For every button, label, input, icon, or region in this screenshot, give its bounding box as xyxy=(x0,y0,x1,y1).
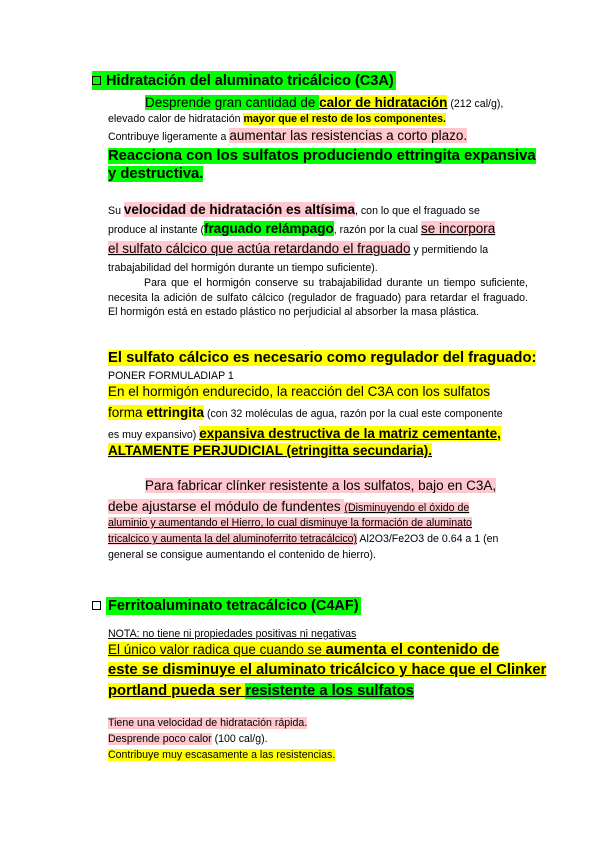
text-span: ettringita xyxy=(146,405,205,420)
text-span: este se disminuye el aluminato tricálcico y hace que el Clinker xyxy=(108,662,547,678)
section-title-c4af: Ferritoaluminato tetracálcico (C4AF) xyxy=(108,598,359,614)
text-span: suficiente, necesita la adición de sulfato cálcico (regulador de fraguado) para xyxy=(108,277,528,304)
text-span: , razón por la cual xyxy=(333,224,421,236)
text-span: se incorpora xyxy=(420,221,496,236)
unico-line-3 xyxy=(108,683,414,699)
text-span: Tiene una velocidad de hidratación rápida. xyxy=(108,717,308,729)
reaction-line-2 xyxy=(108,166,203,182)
text-span: aumenta el contenido de xyxy=(325,642,500,658)
text-span: NOTA: no tiene ni propiedades positivas ni negativas xyxy=(108,628,357,640)
fabricar-line-3 xyxy=(108,517,472,529)
text-span: elevado calor de hidratación xyxy=(108,113,244,125)
text-span: Contribuye muy escasamente a las resistencias. xyxy=(108,749,336,761)
paragraph-heat xyxy=(145,94,503,112)
text-span: calor de hidratación xyxy=(319,95,448,110)
text-span: retardar el fraguado. El hormigón está en estado plástico no perjudicial al absorber la xyxy=(108,291,528,318)
endurecido-line-4 xyxy=(108,443,432,458)
text-span: y permitiendo la xyxy=(410,244,489,256)
text-span: aluminio y aumentando el Hierro, lo cual disminuye la formación de aluminato xyxy=(108,517,472,529)
endurecido-line-2 xyxy=(108,404,503,422)
text-span: (100 cal/g). xyxy=(211,733,268,745)
text-span: tricalcico y aumenta la del aluminoferrito tetracálcico) xyxy=(108,533,358,545)
text-span: PONER FORMULADIAP 1 xyxy=(108,370,234,382)
text-span: ALTAMENTE PERJUDICIAL (etringitta secundaria). xyxy=(108,443,433,458)
text-span: aumentar las resistencias a corto plazo. xyxy=(229,128,468,143)
section-title-c3a: Hidratación del aluminato tricálcico (C3A) xyxy=(106,73,394,89)
text-span: trabajabilidad del hormigón durante un tiempo suficiente). xyxy=(108,262,378,274)
text-span: forma xyxy=(108,405,147,420)
velocity-line-3 xyxy=(108,240,488,258)
text-span: Al2O3/Fe2O3 de 0.64 a 1 (en xyxy=(357,533,499,545)
velocity-line-1 xyxy=(108,201,480,219)
fabricar-line-5 xyxy=(108,549,376,561)
unico-line-1 xyxy=(108,641,499,659)
text-span: produce al instante ( xyxy=(108,224,204,236)
text-span: masa plástica. xyxy=(411,306,480,318)
text-span: Desprende poco calor xyxy=(108,733,212,745)
text-span: Contribuye ligeramente a xyxy=(108,131,230,143)
text-span: Para que el hormigón conserve su trabajabilidad durante un tiempo xyxy=(144,277,476,289)
text-span: resistente a los sulfatos xyxy=(245,683,414,699)
text-span: mayor que el resto de los componentes. xyxy=(243,113,446,125)
poner-formula xyxy=(108,370,234,382)
text-span: velocidad de hidratación es altísima xyxy=(123,202,355,217)
unico-line-2 xyxy=(108,662,546,678)
fabricar-line-4 xyxy=(108,533,498,545)
paragraph-heat-2 xyxy=(108,113,446,125)
text-span: En el hormigón endurecido, la reacción del C3A con los sulfatos xyxy=(108,384,490,399)
fabricar-line-1 xyxy=(145,478,496,493)
section-heading-c4af xyxy=(92,597,361,615)
text-span: El sulfato cálcico es necesario como regulador del fraguado: xyxy=(108,350,537,366)
c4af-list-1 xyxy=(108,717,307,729)
velocity-line-2 xyxy=(108,220,495,238)
text-span: Para fabricar clínker resistente a los sulfatos, bajo en C3A, xyxy=(145,478,497,493)
checkbox-bullet-icon xyxy=(92,76,101,85)
endurecido-line-3 xyxy=(108,425,501,443)
paragraph-resist xyxy=(108,127,467,145)
text-span: Desprende gran cantidad de xyxy=(145,95,320,110)
c4af-list-3 xyxy=(108,749,335,761)
regulator-heading xyxy=(108,350,536,366)
reaction-line-1 xyxy=(108,148,536,164)
text-span: debe ajustarse el módulo de fundentes xyxy=(108,499,345,514)
text-span: y destructiva. xyxy=(108,166,204,182)
paragraph-hormigon xyxy=(108,276,528,320)
text-span: El único valor radica que cuando se xyxy=(108,642,326,657)
fabricar-line-2 xyxy=(108,498,469,516)
c4af-list-2 xyxy=(108,733,268,745)
endurecido-line-1 xyxy=(108,384,490,399)
text-span: es muy expansivo) xyxy=(108,429,200,441)
section-heading-c3a xyxy=(92,72,396,90)
text-span: (Disminuyendo el óxido de xyxy=(344,502,470,514)
checkbox-bullet-icon xyxy=(92,601,101,610)
text-span: Reacciona con los sulfatos produciendo ettringita expansiva xyxy=(108,148,536,164)
text-span: fraguado relámpago xyxy=(204,221,334,236)
text-span: (212 cal/g), xyxy=(447,98,504,110)
nota-line xyxy=(108,628,356,640)
text-span: , con lo que el fraguado se xyxy=(355,205,480,217)
text-span: portland pueda ser xyxy=(108,683,246,699)
text-span: Su xyxy=(108,205,124,217)
text-span: general se consigue aumentando el contenido de hierro). xyxy=(108,549,376,561)
text-span: (con 32 moléculas de agua, razón por la cual este componente xyxy=(204,408,503,420)
velocity-line-4 xyxy=(108,262,378,274)
text-span: expansiva destructiva de la matriz cementante, xyxy=(199,426,501,441)
text-span: el sulfato cálcico que actúa retardando el fraguado xyxy=(108,241,411,256)
